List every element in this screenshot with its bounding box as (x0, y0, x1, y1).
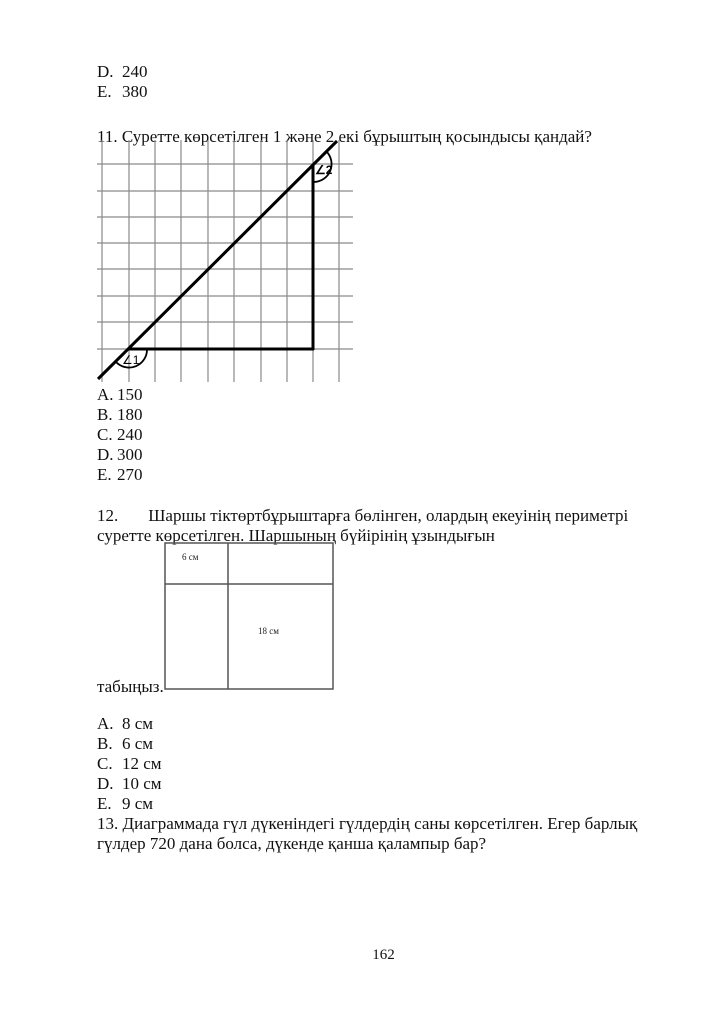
option-value: 150 (117, 385, 143, 404)
option-letter: E. (97, 794, 112, 813)
q11-option-d (97, 445, 143, 465)
option-letter: B. (97, 734, 113, 753)
option-value: 8 см (122, 714, 154, 733)
option-value: 180 (117, 405, 143, 424)
q12-option-b (97, 734, 153, 754)
option-value: 12 см (122, 754, 162, 773)
question-text: Суретте көрсетілген 1 және 2 екі бұрыштың қосындысы қандай? (121, 127, 592, 146)
question-number: 12. (97, 506, 119, 525)
q12-option-c (97, 754, 162, 774)
angle2-label: ∠2 (315, 163, 333, 177)
q12-option-e (97, 794, 153, 814)
question-number: 11. (97, 127, 118, 146)
option-letter: A. (97, 385, 114, 404)
q11-option-e (97, 465, 143, 485)
option-letter: A. (97, 714, 114, 733)
option-letter: C. (97, 425, 113, 444)
diagonal-line (98, 141, 337, 379)
option-letter: C. (97, 754, 113, 773)
q13-question-line1 (97, 814, 637, 834)
q12-option-a (97, 714, 153, 734)
option-value: 6 см (122, 734, 154, 753)
question-text: суретте көрсетілген. Шаршының бүйірінің ұзындығын (97, 526, 495, 545)
option-value: 240 (122, 62, 148, 81)
q12-question-line3 (97, 677, 164, 697)
option-letter: E. (97, 465, 112, 484)
question-text: гүлдер 720 дана болса, дүкенде қанша қалампыр бар? (97, 834, 487, 853)
q12-question-line2 (97, 526, 495, 546)
page-number: 162 (372, 947, 395, 963)
option-letter: D. (97, 62, 114, 81)
option-value: 9 см (122, 794, 154, 813)
option-value: 380 (122, 82, 148, 101)
q11-option-b (97, 405, 143, 425)
question-text: Шаршы тіктөртбұрыштарға бөлінген, олардың екеуінің периметрі (148, 506, 629, 525)
q12-question-line1 (97, 506, 628, 526)
option-value: 10 см (122, 774, 162, 793)
angle1-label: ∠1 (122, 353, 140, 367)
option-value: 240 (117, 425, 143, 444)
q11-option-a (97, 385, 143, 405)
q11-option-c (97, 425, 143, 445)
question-text: 13. Диаграммада гүл дүкеніндегі гүлдердің саны көрсетілген. Егер барлық (97, 814, 638, 833)
option-letter: D. (97, 774, 114, 793)
large-rect-label: 18 см (258, 626, 279, 636)
q13-question-line2 (97, 834, 486, 854)
small-rect-label: 6 см (182, 552, 199, 562)
option-letter: B. (97, 405, 113, 424)
option-letter: E. (97, 82, 112, 101)
q12-option-d (97, 774, 162, 794)
triangle (98, 141, 337, 379)
option-value: 270 (117, 465, 143, 484)
option-value: 300 (117, 445, 143, 464)
option-letter: D. (97, 445, 114, 464)
question-text: табыңыз. (97, 677, 164, 696)
